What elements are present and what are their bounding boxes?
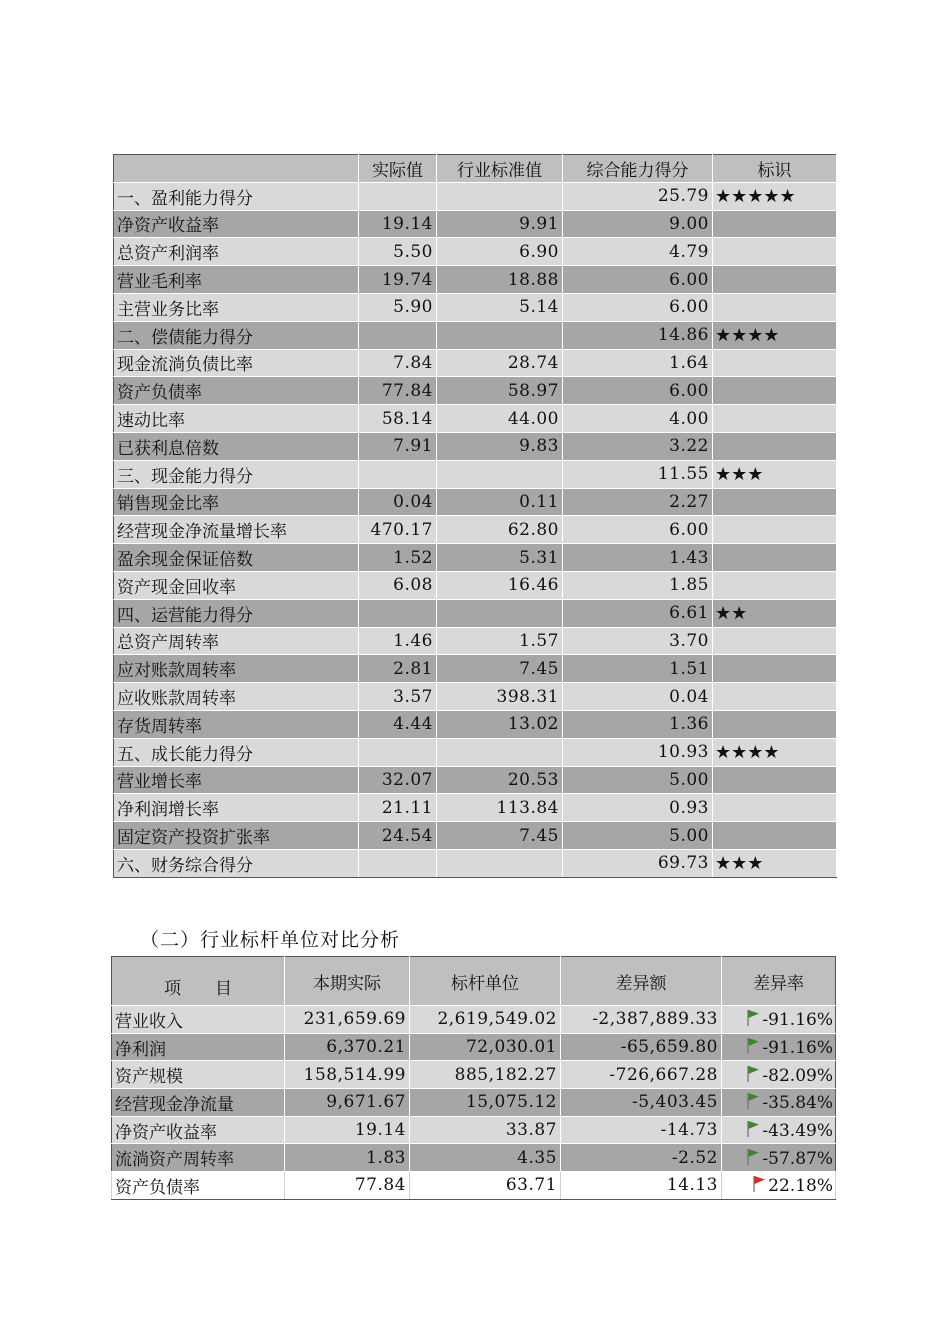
table-row <box>114 238 837 266</box>
cell-diff: -5,403.45 <box>561 1089 722 1117</box>
cell-score: 5.00 <box>563 766 713 794</box>
table-row <box>114 571 837 599</box>
table-row <box>114 293 837 321</box>
rate-value: -91.16% <box>762 1010 833 1031</box>
table-row <box>114 349 837 377</box>
cell-standard: 16.46 <box>437 571 563 599</box>
cell-standard <box>437 849 563 877</box>
column-header: 行业标准值 <box>437 155 563 183</box>
cell-label: 资产负债率 <box>112 1172 285 1200</box>
rate-value: -43.49% <box>762 1121 833 1142</box>
cell-actual: 3.57 <box>359 683 437 711</box>
cell-label: 盈余现金保证倍数 <box>114 544 359 572</box>
cell-rate <box>722 1172 836 1200</box>
cell-label: 应收账款周转率 <box>114 683 359 711</box>
table-row <box>114 766 837 794</box>
rating-stars: ★★ <box>713 599 837 627</box>
cell-label: 资产现金回收率 <box>114 571 359 599</box>
green-flag-icon <box>745 1119 761 1139</box>
column-header: 标识 <box>713 155 837 183</box>
cell-diff: -2.52 <box>561 1144 722 1172</box>
table-row <box>114 432 837 460</box>
rate-value: 22.18% <box>768 1176 833 1197</box>
table-row <box>112 1089 836 1117</box>
cell-standard <box>437 460 563 488</box>
cell-score: 4.79 <box>563 238 713 266</box>
table-row <box>114 627 837 655</box>
column-header: 差异率 <box>722 957 836 1006</box>
cell-standard: 0.11 <box>437 488 563 516</box>
cell-score: 6.00 <box>563 516 713 544</box>
cell-label: 存货周转率 <box>114 710 359 738</box>
cell-actual: 24.54 <box>359 822 437 850</box>
cell-standard: 5.31 <box>437 544 563 572</box>
cell-score: 4.00 <box>563 405 713 433</box>
cell-score: 1.36 <box>563 710 713 738</box>
cell-actual: 6,370.21 <box>285 1033 410 1061</box>
cell-standard: 398.31 <box>437 683 563 711</box>
cell-standard: 1.57 <box>437 627 563 655</box>
cell-label: 资产规模 <box>112 1061 285 1089</box>
rating-stars <box>713 544 837 572</box>
column-header: 实际值 <box>359 155 437 183</box>
cell-score: 10.93 <box>563 738 713 766</box>
cell-label: 主营业务比率 <box>114 293 359 321</box>
green-flag-icon <box>745 1036 761 1056</box>
cell-standard <box>437 321 563 349</box>
table-row <box>114 738 837 766</box>
table-row <box>114 710 837 738</box>
cell-benchmark: 885,182.27 <box>410 1061 561 1089</box>
cell-benchmark: 72,030.01 <box>410 1033 561 1061</box>
cell-label: 已获利息倍数 <box>114 432 359 460</box>
rate-value: -82.09% <box>762 1065 833 1086</box>
cell-actual <box>359 182 437 210</box>
cell-rate <box>722 1006 836 1034</box>
cell-actual: 1.52 <box>359 544 437 572</box>
cell-label: 总资产利润率 <box>114 238 359 266</box>
table-row <box>114 544 837 572</box>
cell-score: 6.61 <box>563 599 713 627</box>
cell-label: 一、盈利能力得分 <box>114 182 359 210</box>
cell-rate <box>722 1089 836 1117</box>
table-row <box>114 516 837 544</box>
cell-label: 净资产收益率 <box>114 210 359 238</box>
cell-score: 69.73 <box>563 849 713 877</box>
cell-label: 总资产周转率 <box>114 627 359 655</box>
cell-rate <box>722 1033 836 1061</box>
column-header: 差异额 <box>561 957 722 1006</box>
cell-actual: 9,671.67 <box>285 1089 410 1117</box>
section-title: （二）行业标杆单位对比分析 <box>140 929 401 951</box>
cell-rate <box>722 1144 836 1172</box>
rating-stars <box>713 266 837 294</box>
cell-score: 0.04 <box>563 683 713 711</box>
cell-actual: 5.50 <box>359 238 437 266</box>
cell-actual <box>359 738 437 766</box>
cell-actual: 19.14 <box>285 1116 410 1144</box>
cell-label: 流淌资产周转率 <box>112 1144 285 1172</box>
cell-rate <box>722 1116 836 1144</box>
cell-actual: 0.04 <box>359 488 437 516</box>
cell-actual: 5.90 <box>359 293 437 321</box>
cell-label: 销售现金比率 <box>114 488 359 516</box>
cell-standard: 7.45 <box>437 822 563 850</box>
cell-actual: 1.83 <box>285 1144 410 1172</box>
cell-actual <box>359 460 437 488</box>
cell-standard: 18.88 <box>437 266 563 294</box>
rating-stars <box>713 405 837 433</box>
column-header: 标杆单位 <box>410 957 561 1006</box>
rating-stars: ★★★ <box>713 460 837 488</box>
cell-actual: 231,659.69 <box>285 1006 410 1034</box>
cell-benchmark: 33.87 <box>410 1116 561 1144</box>
column-header <box>114 155 359 183</box>
table-row <box>112 1061 836 1089</box>
table-row <box>114 321 837 349</box>
rating-stars <box>713 377 837 405</box>
column-header: 综合能力得分 <box>563 155 713 183</box>
cell-label: 经营现金净流量增长率 <box>114 516 359 544</box>
cell-label: 三、现金能力得分 <box>114 460 359 488</box>
cell-score: 0.93 <box>563 794 713 822</box>
cell-benchmark: 63.71 <box>410 1172 561 1200</box>
green-flag-icon <box>745 1064 761 1084</box>
cell-standard: 13.02 <box>437 710 563 738</box>
cell-score: 6.00 <box>563 377 713 405</box>
red-flag-icon <box>751 1174 767 1194</box>
cell-actual: 6.08 <box>359 571 437 599</box>
cell-actual: 58.14 <box>359 405 437 433</box>
cell-actual: 7.91 <box>359 432 437 460</box>
rating-stars <box>713 488 837 516</box>
cell-rate <box>722 1061 836 1089</box>
cell-actual: 77.84 <box>285 1172 410 1200</box>
cell-score: 1.64 <box>563 349 713 377</box>
table-row <box>114 794 837 822</box>
cell-standard: 44.00 <box>437 405 563 433</box>
cell-benchmark: 15,075.12 <box>410 1089 561 1117</box>
rating-stars <box>713 516 837 544</box>
cell-score: 11.55 <box>563 460 713 488</box>
cell-actual: 19.14 <box>359 210 437 238</box>
rate-value: -91.16% <box>762 1038 833 1059</box>
rating-stars: ★★★★ <box>713 738 837 766</box>
rating-stars <box>713 293 837 321</box>
cell-standard: 7.45 <box>437 655 563 683</box>
cell-standard: 28.74 <box>437 349 563 377</box>
cell-score: 6.00 <box>563 293 713 321</box>
table-row <box>114 655 837 683</box>
rating-stars <box>713 822 837 850</box>
financial-score-table <box>113 154 837 878</box>
cell-label: 应对账款周转率 <box>114 655 359 683</box>
cell-label: 资产负债率 <box>114 377 359 405</box>
cell-score: 14.86 <box>563 321 713 349</box>
column-header: 项 目 <box>112 957 285 1006</box>
cell-label: 净资产收益率 <box>112 1116 285 1144</box>
cell-actual <box>359 321 437 349</box>
cell-standard: 20.53 <box>437 766 563 794</box>
rating-stars <box>713 766 837 794</box>
green-flag-icon <box>745 1147 761 1167</box>
cell-label: 六、财务综合得分 <box>114 849 359 877</box>
table-header-row <box>114 155 837 183</box>
table-row <box>114 405 837 433</box>
rating-stars <box>713 794 837 822</box>
benchmark-comparison-table <box>111 956 836 1200</box>
rating-stars <box>713 349 837 377</box>
rating-stars <box>713 210 837 238</box>
rate-value: -57.87% <box>762 1148 833 1169</box>
table-row <box>114 460 837 488</box>
table-row <box>112 1033 836 1061</box>
rate-value: -35.84% <box>762 1093 833 1114</box>
cell-label: 固定资产投资扩张率 <box>114 822 359 850</box>
cell-standard: 9.91 <box>437 210 563 238</box>
cell-actual: 158,514.99 <box>285 1061 410 1089</box>
cell-diff: -14.73 <box>561 1116 722 1144</box>
green-flag-icon <box>745 1008 761 1028</box>
cell-label: 五、成长能力得分 <box>114 738 359 766</box>
cell-diff: -726,667.28 <box>561 1061 722 1089</box>
cell-standard: 113.84 <box>437 794 563 822</box>
table-row <box>114 822 837 850</box>
cell-standard <box>437 738 563 766</box>
table-header-row <box>112 957 836 1006</box>
cell-label: 营业增长率 <box>114 766 359 794</box>
cell-score: 5.00 <box>563 822 713 850</box>
table-row <box>114 210 837 238</box>
table-row <box>112 1144 836 1172</box>
cell-label: 经营现金净流量 <box>112 1089 285 1117</box>
cell-label: 速动比率 <box>114 405 359 433</box>
table-row <box>112 1116 836 1144</box>
cell-score: 1.85 <box>563 571 713 599</box>
cell-standard: 58.97 <box>437 377 563 405</box>
rating-stars <box>713 710 837 738</box>
cell-actual: 21.11 <box>359 794 437 822</box>
cell-score: 3.70 <box>563 627 713 655</box>
cell-standard: 62.80 <box>437 516 563 544</box>
rating-stars: ★★★ <box>713 849 837 877</box>
table-row <box>114 182 837 210</box>
cell-actual <box>359 599 437 627</box>
cell-actual <box>359 849 437 877</box>
cell-label: 净利润 <box>112 1033 285 1061</box>
cell-actual: 1.46 <box>359 627 437 655</box>
cell-score: 1.43 <box>563 544 713 572</box>
cell-actual: 7.84 <box>359 349 437 377</box>
rating-stars <box>713 238 837 266</box>
cell-score: 25.79 <box>563 182 713 210</box>
table-row <box>112 1006 836 1034</box>
cell-label: 二、偿债能力得分 <box>114 321 359 349</box>
rating-stars <box>713 432 837 460</box>
table-row <box>114 849 837 877</box>
cell-benchmark: 2,619,549.02 <box>410 1006 561 1034</box>
cell-standard <box>437 182 563 210</box>
rating-stars: ★★★★★ <box>713 182 837 210</box>
cell-standard: 9.83 <box>437 432 563 460</box>
cell-diff: -2,387,889.33 <box>561 1006 722 1034</box>
cell-label: 净利润增长率 <box>114 794 359 822</box>
green-flag-icon <box>745 1091 761 1111</box>
cell-benchmark: 4.35 <box>410 1144 561 1172</box>
cell-standard <box>437 599 563 627</box>
table-row <box>114 266 837 294</box>
cell-label: 营业收入 <box>112 1006 285 1034</box>
cell-score: 2.27 <box>563 488 713 516</box>
rating-stars <box>713 655 837 683</box>
cell-standard: 5.14 <box>437 293 563 321</box>
cell-label: 四、运营能力得分 <box>114 599 359 627</box>
cell-actual: 2.81 <box>359 655 437 683</box>
rating-stars <box>713 571 837 599</box>
cell-actual: 19.74 <box>359 266 437 294</box>
table-row <box>114 377 837 405</box>
cell-diff: -65,659.80 <box>561 1033 722 1061</box>
cell-diff: 14.13 <box>561 1172 722 1200</box>
cell-score: 9.00 <box>563 210 713 238</box>
cell-score: 1.51 <box>563 655 713 683</box>
cell-score: 3.22 <box>563 432 713 460</box>
cell-actual: 32.07 <box>359 766 437 794</box>
rating-stars <box>713 627 837 655</box>
table-row <box>114 488 837 516</box>
rating-stars: ★★★★ <box>713 321 837 349</box>
cell-standard: 6.90 <box>437 238 563 266</box>
table-row <box>114 599 837 627</box>
table-row <box>112 1172 836 1200</box>
cell-label: 营业毛利率 <box>114 266 359 294</box>
cell-actual: 77.84 <box>359 377 437 405</box>
rating-stars <box>713 683 837 711</box>
cell-actual: 470.17 <box>359 516 437 544</box>
column-header: 本期实际 <box>285 957 410 1006</box>
cell-label: 现金流淌负债比率 <box>114 349 359 377</box>
cell-actual: 4.44 <box>359 710 437 738</box>
cell-score: 6.00 <box>563 266 713 294</box>
table-row <box>114 683 837 711</box>
